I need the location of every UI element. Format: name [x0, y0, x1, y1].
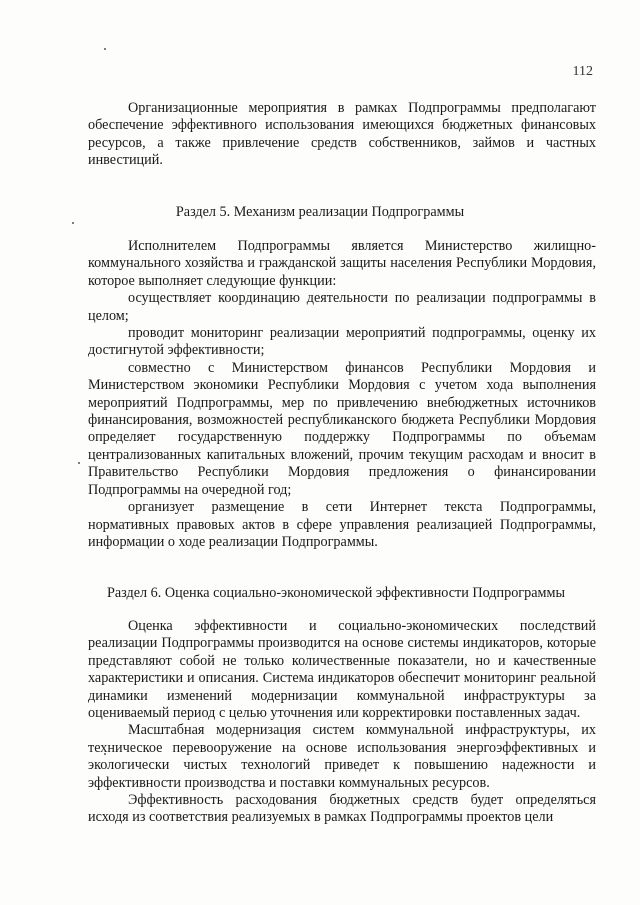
- scan-speck: [78, 462, 80, 464]
- paragraph: Исполнителем Подпрограммы является Министерство жилищно-коммунального хозяйства и гражданской защиты населения Республики Мордовия, которое выполняет следующие функции:: [88, 238, 596, 289]
- paragraph: Оценка эффективности и социально-экономических последствий реализации Подпрограммы производится на основе системы индикаторов, которые представляют собой не только количественные показатели, но и качественные характеристики и описания. Система индикаторов обеспечит мониторинг реальной динамики изменений модернизации коммунальной инфраструктуры за оцениваемый период с целью уточнения или корректировки поставленных задач.: [88, 618, 596, 722]
- section-6-body: [88, 618, 596, 827]
- section-5-body: [88, 238, 596, 551]
- section-6-heading: Раздел 6. Оценка социально-экономической эффективности Подпрограммы: [106, 585, 565, 601]
- intro-text: [88, 100, 596, 170]
- section-5-heading: Раздел 5. Механизм реализации Подпрограммы: [175, 204, 465, 220]
- paragraph: организует размещение в сети Интернет текста Подпрограммы, нормативных правовых актов в сфере управления реализацией Подпрограммы, информации о ходе реализации Подпрограммы.: [88, 499, 596, 550]
- scan-speck: [104, 48, 106, 50]
- scan-speck: [72, 222, 74, 224]
- paragraph: совместно с Министерством финансов Республики Мордовия и Министерством экономики Республики Мордовия с учетом хода выполнения мероприятий Подпрограммы, мер по привлечению внебюджетных источников финансирования, возможностей республиканского бюджета Республики Мордовия определяет государственную поддержку Подпрограммы по объемам централизованных капитальных вложений, прочим текущим расходам и вносит в Правительство Республики Мордовия предложения о финансировании Подпрограммы на очередной год;: [88, 359, 596, 498]
- paragraph: Эффективность расходования бюджетных средств будет определяться исходя из соответствия реализуемых в рамках Подпрограммы проектов цели: [88, 792, 596, 826]
- paragraph: осуществляет координацию деятельности по реализации подпрограммы в целом;: [88, 290, 596, 324]
- paragraph: Организационные мероприятия в рамках Подпрограммы предполагают обеспечение эффективного использования имеющихся бюджетных финансовых ресурсов, а также привлечение средств собственников, займов и частных инвестиций.: [88, 100, 596, 169]
- paragraph: Масштабная модернизация систем коммунальной инфраструктуры, их техническое перевооружение на основе использования энергоэффективных и экологически чистых технологий приведет к повышению надежности и эффективности производства и поставки коммунальных ресурсов.: [88, 722, 596, 791]
- paragraph: проводит мониторинг реализации мероприятий подпрограммы, оценку их достигнутой эффективности;: [88, 325, 596, 359]
- page-number: 112: [572, 64, 593, 79]
